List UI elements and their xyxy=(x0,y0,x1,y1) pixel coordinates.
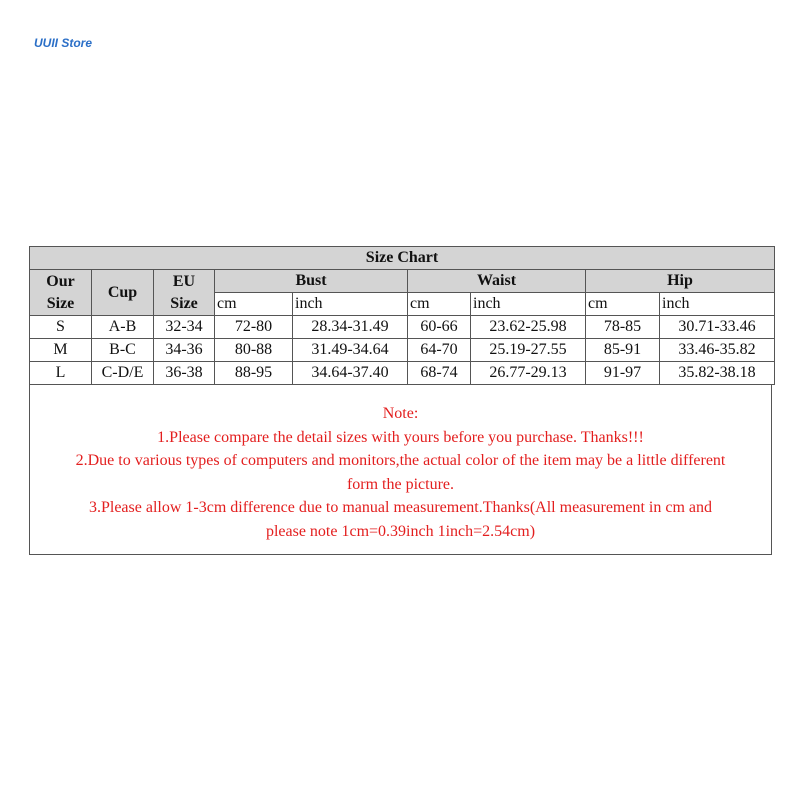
cell-waist-inch: 23.62-25.98 xyxy=(471,316,586,339)
cell-waist-inch: 25.19-27.55 xyxy=(471,339,586,362)
header-eu-size-line2: Size xyxy=(170,294,198,312)
cell-size: L xyxy=(30,362,92,385)
size-chart-table xyxy=(29,246,775,385)
chart-title: Size Chart xyxy=(30,247,775,270)
header-waist: Waist xyxy=(408,270,586,293)
table-row xyxy=(30,316,775,339)
header-eu-size xyxy=(154,270,215,316)
cell-hip-cm: 78-85 xyxy=(586,316,660,339)
cell-bust-cm: 72-80 xyxy=(215,316,293,339)
header-hip: Hip xyxy=(586,270,775,293)
cell-bust-cm: 88-95 xyxy=(215,362,293,385)
note-line-3: 3.Please allow 1-3cm difference due to manual measurement.Thanks(All measurement in cm and xyxy=(88,499,713,516)
note-box xyxy=(29,385,772,555)
cell-hip-inch: 35.82-38.18 xyxy=(660,362,775,385)
cell-cup: C-D/E xyxy=(92,362,154,385)
unit-hip-cm: cm xyxy=(586,293,660,316)
table-row xyxy=(30,339,775,362)
size-chart xyxy=(29,246,774,555)
cell-size: S xyxy=(30,316,92,339)
header-our-size xyxy=(30,270,92,316)
cell-waist-cm: 68-74 xyxy=(408,362,471,385)
cell-hip-cm: 85-91 xyxy=(586,339,660,362)
table-row xyxy=(30,362,775,385)
cell-bust-inch: 34.64-37.40 xyxy=(293,362,408,385)
cell-size: M xyxy=(30,339,92,362)
cell-bust-cm: 80-88 xyxy=(215,339,293,362)
cell-cup: A-B xyxy=(92,316,154,339)
header-our-size-line2: Size xyxy=(46,294,75,312)
header-bust: Bust xyxy=(215,270,408,293)
unit-waist-cm: cm xyxy=(408,293,471,316)
cell-bust-inch: 31.49-34.64 xyxy=(293,339,408,362)
unit-hip-inch: inch xyxy=(660,293,775,316)
cell-eu: 36-38 xyxy=(154,362,215,385)
cell-waist-cm: 64-70 xyxy=(408,339,471,362)
cell-bust-inch: 28.34-31.49 xyxy=(293,316,408,339)
cell-hip-inch: 33.46-35.82 xyxy=(660,339,775,362)
cell-hip-inch: 30.71-33.46 xyxy=(660,316,775,339)
header-eu-size-line1: EU xyxy=(172,272,196,290)
header-our-size-line1: Our xyxy=(46,272,75,290)
cell-eu: 32-34 xyxy=(154,316,215,339)
note-line-3-cont: please note 1cm=0.39inch 1inch=2.54cm) xyxy=(265,522,536,540)
note-line-2-cont: form the picture. xyxy=(346,475,455,493)
note-line-1: 1.Please compare the detail sizes with yours before you purchase. Thanks!!! xyxy=(157,428,644,446)
cell-cup: B-C xyxy=(92,339,154,362)
unit-bust-inch: inch xyxy=(293,293,408,316)
cell-waist-inch: 26.77-29.13 xyxy=(471,362,586,385)
note-heading: Note: xyxy=(382,405,419,422)
unit-waist-inch: inch xyxy=(471,293,586,316)
header-cup: Cup xyxy=(92,270,154,316)
note-line-2: 2.Due to various types of computers and monitors,the actual color of the item may be a little different xyxy=(75,452,726,469)
cell-hip-cm: 91-97 xyxy=(586,362,660,385)
cell-waist-cm: 60-66 xyxy=(408,316,471,339)
cell-eu: 34-36 xyxy=(154,339,215,362)
store-brand: UUII Store xyxy=(34,36,93,50)
unit-bust-cm: cm xyxy=(215,293,293,316)
